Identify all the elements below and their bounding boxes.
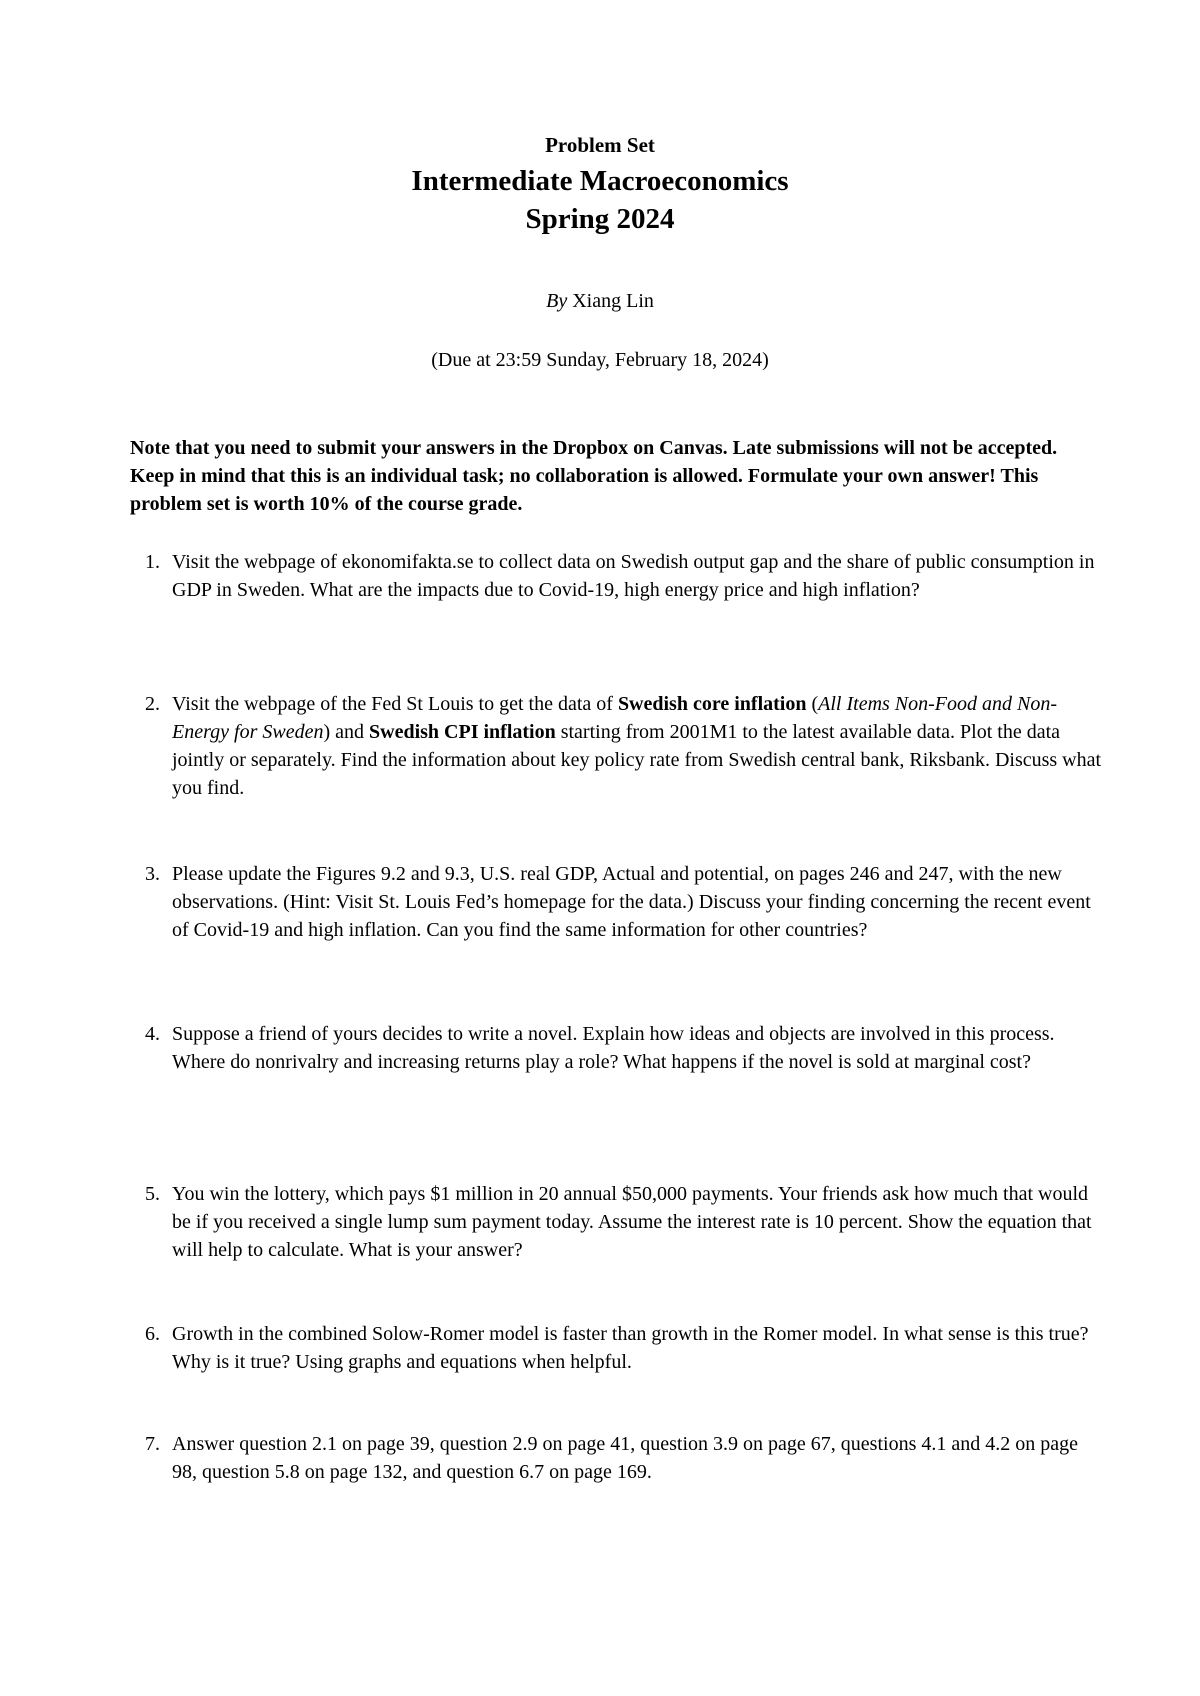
question-text: Growth in the combined Solow-Romer model is faster than growth in the Romer model. In what sense is this true? Why is it true? Using graphs and equations when helpful. xyxy=(172,1323,1089,1373)
question-text: Please update the Figures 9.2 and 9.3, U.S. real GDP, Actual and potential, on pages 246 and 247, with the new observations. (Hint: Visit St. Louis Fed’s homepage for the data.) Discuss your finding concerning the recent event of Covid-19 and high inflation. Can you find the same information for other countries? xyxy=(172,863,1091,941)
question-number: 3. xyxy=(145,863,160,885)
question-2 xyxy=(130,690,1105,802)
question-6 xyxy=(130,1320,1105,1376)
course-title: Intermediate Macroeconomics xyxy=(411,165,789,197)
term-title: Spring 2024 xyxy=(525,203,675,235)
series-full-name: All Items Non-Food and Non-Energy for Sweden xyxy=(172,693,1058,743)
question-text: Answer question 2.1 on page 39, question 2.9 on page 41, question 3.9 on page 67, questions 4.1 and 4.2 on page 98, question 5.8 on page 132, and question 6.7 on page 169. xyxy=(172,1433,1078,1483)
author-name: Xiang Lin xyxy=(567,290,654,312)
question-7 xyxy=(130,1430,1105,1486)
question-number: 2. xyxy=(145,693,160,715)
question-4 xyxy=(130,1020,1105,1076)
series-name-core-inflation: Swedish core inflation xyxy=(617,693,807,715)
due-date: (Due at 23:59 Sunday, February 18, 2024) xyxy=(431,349,769,371)
question-number: 7. xyxy=(145,1433,160,1455)
series-name-cpi-inflation: Swedish CPI inflation xyxy=(369,721,556,743)
question-text xyxy=(172,690,1105,802)
author-line xyxy=(0,290,1200,313)
question-text-segment: ( xyxy=(806,693,819,715)
question-number: 1. xyxy=(145,551,160,573)
question-number: 5. xyxy=(145,1183,160,1205)
question-text-segment: Visit the webpage of the Fed St Louis to get the data of xyxy=(172,693,618,715)
document-kicker: Problem Set xyxy=(545,133,655,157)
question-number: 6. xyxy=(145,1323,160,1345)
submission-note: Note that you need to submit your answers in the Dropbox on Canvas. Late submissions will not be accepted. Keep in mind that this is an individual task; no collaboration is allowed. Formulate your own answer! This problem set is worth 10% of the course grade. xyxy=(130,437,1058,515)
question-text: You win the lottery, which pays $1 million in 20 annual $50,000 payments. Your friends ask how much that would be if you received a single lump sum payment today. Assume the interest rate is 10 percent. Show the equation that will help to calculate. What is your answer? xyxy=(172,1183,1092,1261)
question-text-segment: starting from 2001M1 to the latest available data. Plot the data jointly or separately. Find the information about key policy rate from Swedish central bank, Riksbank. Discuss what you find. xyxy=(172,721,1102,799)
question-text-segment: ) and xyxy=(323,721,369,743)
author-prefix: By xyxy=(546,290,568,312)
question-text: Visit the webpage of ekonomifakta.se to collect data on Swedish output gap and the share of public consumption in GDP in Sweden. What are the impacts due to Covid-19, high energy price and high inflation? xyxy=(172,551,1095,601)
question-number: 4. xyxy=(145,1023,160,1045)
question-text: Suppose a friend of yours decides to write a novel. Explain how ideas and objects are involved in this process. Where do nonrivalry and increasing returns play a role? What happens if the novel is sold at marginal cost? xyxy=(172,1023,1055,1073)
question-3 xyxy=(130,860,1105,944)
question-5 xyxy=(130,1180,1105,1264)
question-1 xyxy=(130,548,1105,604)
